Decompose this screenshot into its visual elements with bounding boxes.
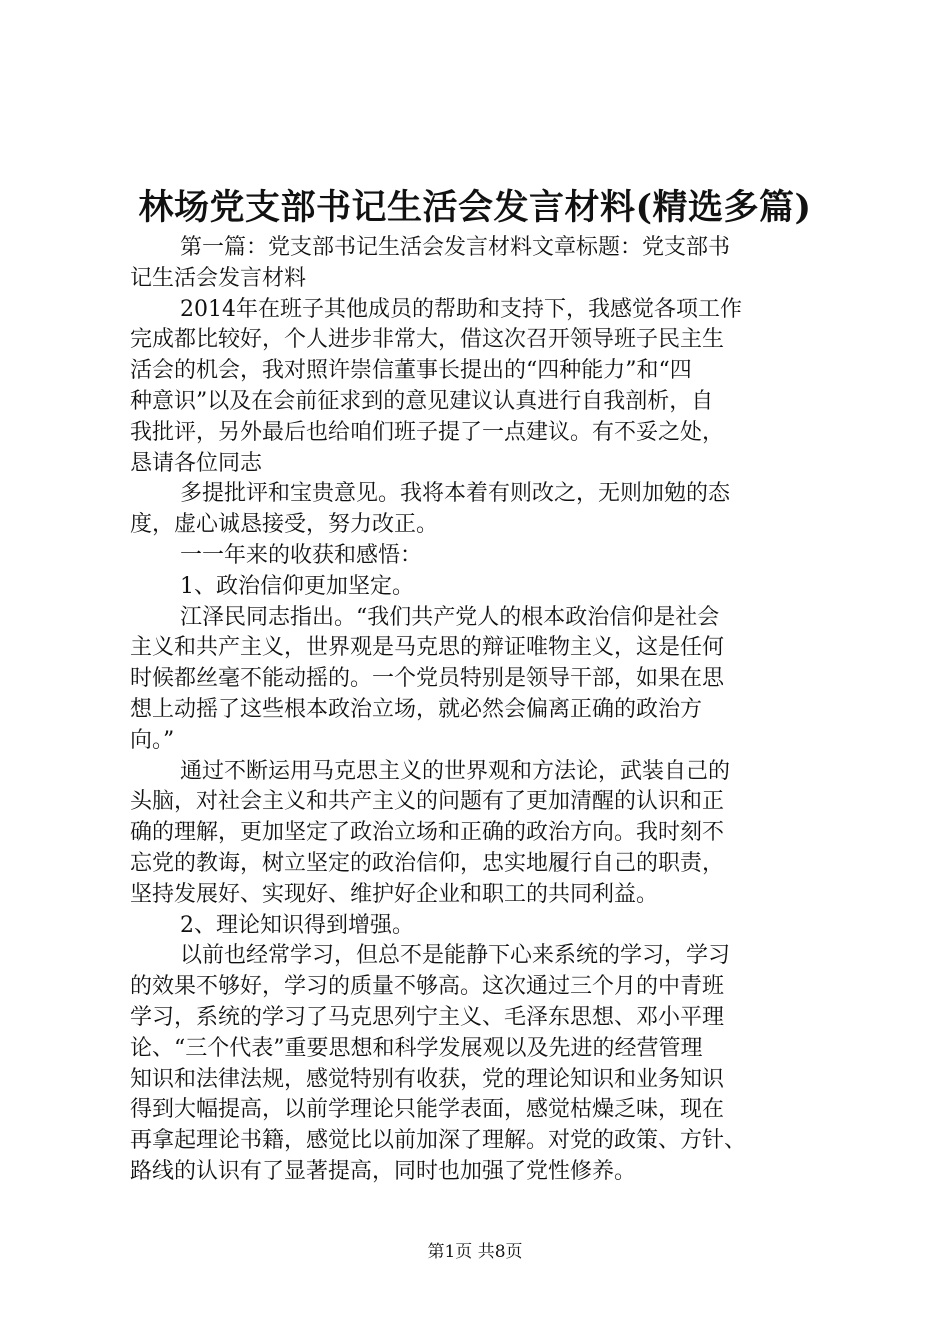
text-line: 完成都比较好，个人进步非常大，借这次召开领导班子民主生 <box>130 327 725 353</box>
text-line: 记生活会发言材料 <box>130 265 307 291</box>
text-line: 种意识”以及在会前征求到的意见建议认真进行自我剖析，自 <box>130 388 714 414</box>
text-line: 江泽民同志指出。“我们共产党人的根本政治信仰是社会 <box>180 604 720 630</box>
text-line: 通过不断运用马克思主义的世界观和方法论，武装自己的 <box>180 758 731 784</box>
text-line: 学习，系统的学习了马克思列宁主义、毛泽东思想、邓小平理 <box>130 1004 725 1030</box>
text-line: 的效果不够好，学习的质量不够高。这次通过三个月的中青班 <box>130 974 725 1000</box>
text-line: 头脑，对社会主义和共产主义的问题有了更加清醒的认识和正 <box>130 789 725 815</box>
text-line: 路线的认识有了显著提高，同时也加强了党性修养。 <box>130 1158 637 1184</box>
text-line: 2、理论知识得到增强。 <box>180 912 414 938</box>
text-line: 论、“三个代表”重要思想和科学发展观以及先进的经营管理 <box>130 1035 703 1061</box>
text-line: 2014年在班子其他成员的帮助和支持下，我感觉各项工作 <box>180 296 742 322</box>
document-body <box>130 233 830 1188</box>
text-line: 确的理解，更加坚定了政治立场和正确的政治方向。我时刻不 <box>130 820 725 846</box>
text-line: 知识和法律法规，感觉特别有收获，党的理论知识和业务知识 <box>130 1066 725 1092</box>
text-line: 时候都丝毫不能动摇的。一个党员特别是领导干部，如果在思 <box>130 666 725 692</box>
page-number-footer: 第1页 共8页 <box>427 1242 523 1262</box>
text-line: 一一年来的收获和感悟： <box>180 542 423 568</box>
text-line: 忘党的教诲，树立坚定的政治信仰，忠实地履行自己的职责， <box>130 850 725 876</box>
text-line: 向。” <box>130 727 175 753</box>
text-line: 活会的机会，我对照许崇信董事长提出的“四种能力”和“四 <box>130 358 692 384</box>
text-line: 我批评，另外最后也给咱们班子提了一点建议。有不妥之处， <box>130 419 725 445</box>
text-line: 度，虚心诚恳接受，努力改正。 <box>130 512 439 538</box>
document-title: 林场党支部书记生活会发言材料(精选多篇) <box>138 187 812 228</box>
text-line: 以前也经常学习，但总不是能静下心来系统的学习，学习 <box>180 943 731 969</box>
text-line: 主义和共产主义，世界观是马克思的辩证唯物主义，这是任何 <box>130 635 725 661</box>
text-line: 再拿起理论书籍，感觉比以前加深了理解。对党的政策、方针、 <box>130 1128 747 1154</box>
text-line: 多提批评和宝贵意见。我将本着有则改之，无则加勉的态 <box>180 481 731 507</box>
text-line: 得到大幅提高，以前学理论只能学表面，感觉枯燥乏味，现在 <box>130 1097 725 1123</box>
text-line: 恳请各位同志 <box>130 450 263 476</box>
text-line: 第一篇：党支部书记生活会发言材料文章标题：党支部书 <box>180 235 731 260</box>
text-line: 坚持发展好、实现好、维护好企业和职工的共同利益。 <box>130 881 659 907</box>
text-line: 想上动摇了这些根本政治立场，就必然会偏离正确的政治方 <box>130 696 703 722</box>
text-line: 1、政治信仰更加坚定。 <box>180 573 414 599</box>
